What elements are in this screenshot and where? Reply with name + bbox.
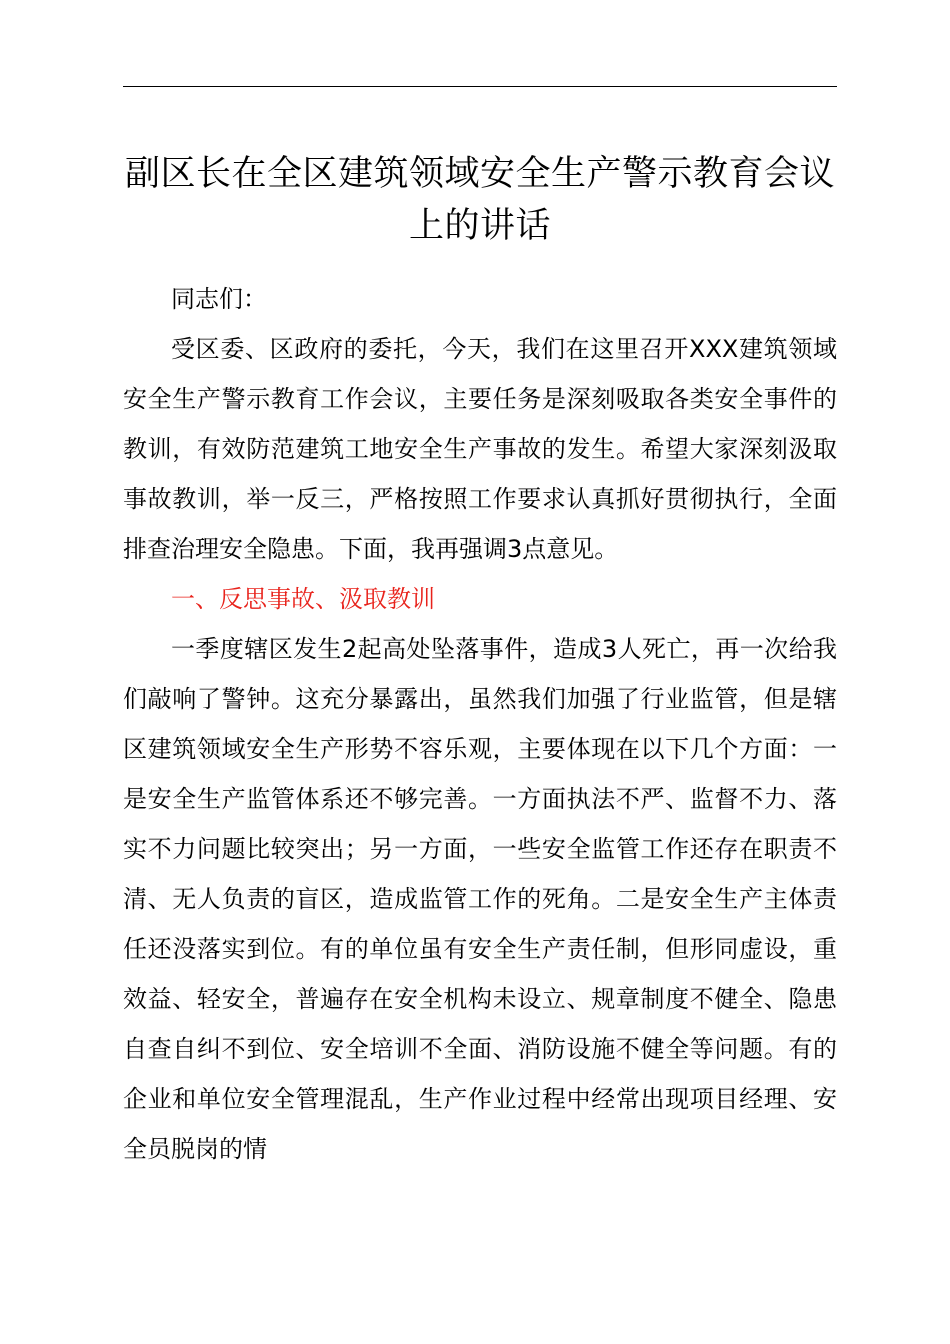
section-1-heading: 一、反思事故、汲取教训 (171, 585, 435, 613)
section-1-paragraph: 一季度辖区发生2起高处坠落事件，造成3人死亡，再一次给我们敲响了警钟。这充分暴露出，虽然我们加强了行业监管，但是辖区建筑领域安全生产形势不容乐观，主要体现在以下几个方面：一是安全生产监管体系还不够完善。一方面执法不严、监督不力、落实不力问题比较突出；另一方面，一些安全监管工作还存在职责不清、无人负责的盲区，造成监管工作的死角。二是安全生产主体责任还没落实到位。有的单位虽有安全生产责任制，但形同虚设，重效益、轻安全，普遍存在安全机构未设立、规章制度不健全、隐患自查自纠不到位、安全培训不全面、消防设施不健全等问题。有的企业和单位安全管理混乱，生产作业过程中经常出现项目经理、安全员脱岗的情 (123, 635, 837, 1163)
salutation: 同志们： (171, 285, 267, 313)
intro-paragraph: 受区委、区政府的委托，今天，我们在这里召开XXX建筑领域安全生产警示教育工作会议，主要任务是深刻吸取各类安全事件的教训，有效防范建筑工地安全生产事故的发生。希望大家深刻汲取事故教训，举一反三，严格按照工作要求认真抓好贯彻执行，全面排查治理安全隐患。下面，我再强调3点意见。 (123, 335, 837, 563)
document-title: 副区长在全区建筑领域安全生产警示教育会议上的讲话 (124, 154, 835, 246)
document-body (123, 274, 837, 1174)
header-rule (123, 86, 837, 87)
